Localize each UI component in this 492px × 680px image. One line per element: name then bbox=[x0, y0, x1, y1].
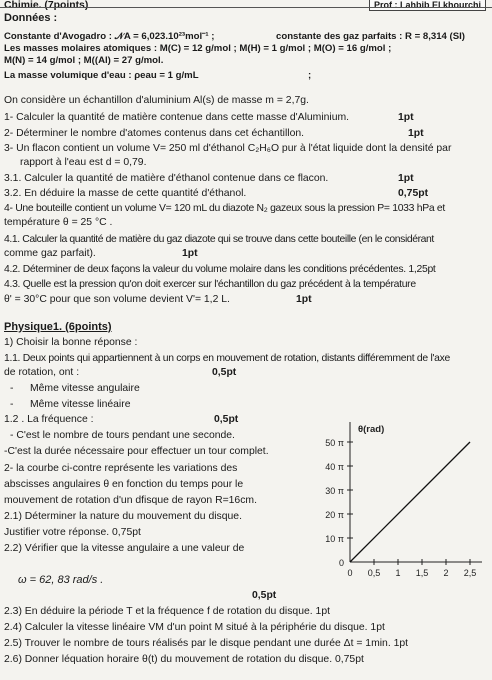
y-tick-label: 0 bbox=[338, 558, 344, 568]
physique-q2-c: mouvement de rotation d'un dfisque de rayon R=16cm. bbox=[4, 495, 257, 506]
x-tick-label: 0 bbox=[347, 568, 353, 578]
y-tick-label: 40 π bbox=[325, 462, 344, 472]
chimie-q41-cont: comme gaz parfait). bbox=[4, 248, 96, 259]
physique-q12-b: -C'est la durée nécessaire pour effectuer un tour complet. bbox=[4, 446, 269, 457]
physique-q22: 2.2) Vérifier que la vitesse angulaire a une valeur de bbox=[4, 543, 245, 554]
option-b-bullet: - bbox=[10, 399, 14, 410]
y-tick-label: 10 π bbox=[325, 534, 344, 544]
chimie-q43-points: 1pt bbox=[296, 294, 312, 305]
teacher-name: Prof : Lahbib El khourchi bbox=[369, 0, 486, 11]
physique-q25: 2.5) Trouver le nombre de tours réalisés par le disque pendant une durée Δt = 1min. 1pt bbox=[4, 638, 409, 649]
chimie-q43-cont: θ' = 30°C pour que son volume devient V'= 1,2 L. bbox=[4, 294, 230, 305]
y-tick-label: 30 π bbox=[325, 486, 344, 496]
physique-q23: 2.3) En déduire la période T et la fréquence f de rotation du disque. 1pt bbox=[4, 606, 330, 617]
physique-q12-a: - C'est le nombre de tours pendant une seconde. bbox=[10, 430, 235, 441]
option-b: Même vitesse linéaire bbox=[30, 399, 131, 410]
physique-q26: 2.6) Donner léquation horaire θ(t) du mouvement de rotation du disque. 0,75pt bbox=[4, 654, 364, 665]
chimie-q3: 3- Un flacon contient un volume V= 250 ml d'éthanol C₂H₆O pur à l'état liquide dont la densité par bbox=[4, 143, 452, 154]
chimie-q4: 4- Une bouteille contient un volume V= 120 mL du diazote N₂ gazeux sous la pression P= 1033 hPa et bbox=[4, 203, 445, 214]
chimie-q42: 4.2. Déterminer de deux façons la valeur du volume molaire dans les conditions précédentes. 1,25pt bbox=[4, 264, 436, 275]
molar-masses-2: M(N) = 14 g/mol ; M((Al) = 27 g/mol. bbox=[4, 55, 164, 66]
physique-title: Physique1. (6points) bbox=[4, 321, 112, 333]
chimie-header: Chimie. (7points) bbox=[4, 0, 89, 11]
option-a-bullet: - bbox=[10, 383, 14, 394]
header-divider bbox=[0, 7, 492, 8]
chimie-q2: 2- Déterminer le nombre d'atomes contenus dans cet échantillon. bbox=[4, 128, 305, 139]
chimie-q32: 3.2. En déduire la masse de cette quantité d'éthanol. bbox=[4, 188, 247, 199]
physique-q2-b: abscisses angulaires θ en fonction du temps pour le bbox=[4, 479, 244, 490]
physique-q12: 1.2 . La fréquence : bbox=[4, 414, 94, 425]
physique-q11-cont: de rotation, ont : bbox=[4, 367, 80, 378]
avogadro-constant: Constante d'Avogadro : 𝒩A = 6,023.10²³mol⁻¹ ; bbox=[4, 31, 215, 42]
x-tick-label: 2 bbox=[443, 568, 449, 578]
physique-q2-a: 2- la courbe ci-contre représente les variations des bbox=[4, 463, 238, 474]
chimie-q31: 3.1. Calculer la quantité de matière d'éthanol contenue dans ce flacon. bbox=[4, 173, 329, 184]
chimie-q1: 1- Calculer la quantité de matière contenue dans cette masse d'Aluminium. bbox=[4, 112, 350, 123]
chimie-q32-points: 0,75pt bbox=[398, 188, 429, 199]
physique-q22-points: 0,5pt bbox=[252, 590, 277, 601]
theta-line bbox=[350, 442, 470, 562]
option-a: Même vitesse angulaire bbox=[30, 383, 140, 394]
theta-vs-time-chart bbox=[310, 418, 492, 590]
y-tick-label: 50 π bbox=[325, 438, 344, 448]
chimie-q4-cont: température θ = 25 °C . bbox=[4, 217, 113, 228]
physique-q11-points: 0,5pt bbox=[212, 367, 237, 378]
chimie-q41: 4.1. Calculer la quantité de matière du gaz diazote qui se trouve dans cette bouteille (en le considérant bbox=[4, 234, 434, 245]
x-tick-label: 2,5 bbox=[463, 568, 477, 578]
water-density: La masse volumique d'eau : ρeau = 1 g/mL bbox=[4, 70, 199, 81]
chimie-q2-points: 1pt bbox=[408, 128, 424, 139]
x-tick-label: 1,5 bbox=[415, 568, 429, 578]
separator: ; bbox=[308, 70, 312, 81]
molar-masses: Les masses molaires atomiques : M(C) = 12 g/mol ; M(H) = 1 g/mol ; M(O) = 16 g/mol ; bbox=[4, 43, 392, 54]
donnees-title: Données : bbox=[4, 12, 58, 24]
chimie-q43: 4.3. Quelle est la pression qu'on doit exercer sur l'échantillon du gaz précédent à la température bbox=[4, 279, 416, 290]
gas-constant: constante des gaz parfaits : R = 8,314 (SI) bbox=[276, 31, 466, 42]
physique-q12-points: 0,5pt bbox=[214, 414, 239, 425]
y-axis-label: θ(rad) bbox=[358, 424, 385, 435]
chimie-q31-points: 1pt bbox=[398, 173, 414, 184]
omega-value: ω = 62, 83 rad/s . bbox=[18, 574, 104, 586]
chimie-q1-points: 1pt bbox=[398, 112, 414, 123]
chimie-q3-cont: rapport à l'eau est d = 0,79. bbox=[20, 157, 147, 168]
y-tick-label: 20 π bbox=[325, 510, 344, 520]
physique-q1-title: 1) Choisir la bonne réponse : bbox=[4, 337, 138, 348]
chimie-intro: On considère un échantillon d'aluminium Al(s) de masse m = 2,7g. bbox=[4, 95, 309, 106]
chimie-q41-points: 1pt bbox=[182, 248, 198, 259]
physique-q21: 2.1) Déterminer la nature du mouvement du disque. bbox=[4, 511, 242, 522]
physique-q11: 1.1. Deux points qui appartiennent à un corps en mouvement de rotation, distants différemment de l'axe bbox=[4, 353, 450, 364]
x-tick-label: 1 bbox=[395, 568, 401, 578]
x-tick-label: 0,5 bbox=[367, 568, 381, 578]
physique-q24: 2.4) Calculer la vitesse linéaire VM d'un point M situé à la périphérie du disque. 1pt bbox=[4, 622, 385, 633]
physique-q21-cont: Justifier votre réponse. 0,75pt bbox=[4, 527, 141, 538]
